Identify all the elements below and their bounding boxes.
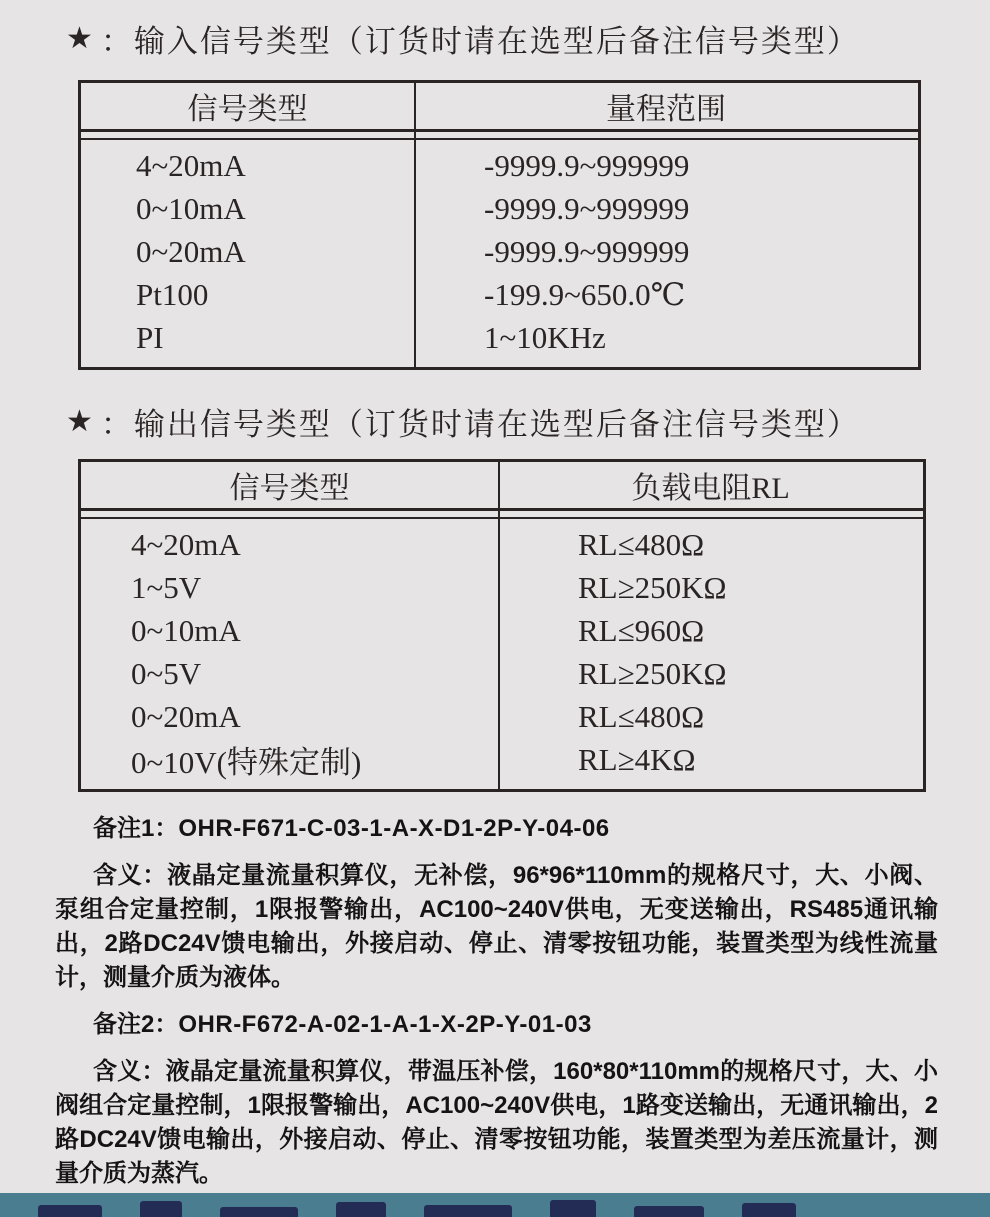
table-row	[81, 695, 923, 738]
table-row	[81, 566, 923, 609]
input-table-body	[81, 140, 918, 367]
remarks-section	[55, 812, 938, 1191]
signal-type-cell: 0~10mA	[136, 190, 246, 226]
output-signal-heading-text: 输出信号类型（订货时请在选型后备注信号类型）	[133, 406, 860, 442]
table-row	[81, 738, 923, 781]
range-cell: -9999.9~999999	[484, 233, 690, 269]
output-signal-table	[78, 459, 926, 792]
load-resistance-cell: RL≥250KΩ	[578, 655, 727, 691]
banner-glyph-fragment	[742, 1203, 796, 1217]
header-double-rule	[81, 132, 918, 140]
input-col-range-header: 量程范围	[606, 93, 726, 126]
load-resistance-cell: RL≤480Ω	[578, 698, 705, 734]
heading-colon: ：	[100, 406, 134, 442]
remark-2-model-code: OHR-F672-A-02-1-A-1-X-2P-Y-01-03	[178, 1011, 592, 1038]
remark-2-line	[55, 1008, 938, 1042]
load-resistance-cell: RL≥4KΩ	[578, 741, 696, 777]
input-signal-heading	[66, 16, 990, 60]
range-cell: 1~10KHz	[484, 319, 606, 355]
range-cell: -199.9~650.0℃	[484, 276, 686, 312]
signal-type-cell: 4~20mA	[131, 526, 241, 562]
output-table-header-row	[81, 462, 923, 511]
heading-colon: ：	[100, 23, 134, 59]
star-icon: ★	[66, 20, 95, 56]
table-row	[81, 273, 918, 316]
signal-type-cell: 1~5V	[131, 569, 202, 605]
range-cell: -9999.9~999999	[484, 147, 690, 183]
remark-1-label: 备注1：	[93, 815, 179, 842]
banner-glyph-fragment	[424, 1205, 512, 1217]
load-resistance-cell: RL≤960Ω	[578, 612, 705, 648]
table-row	[81, 523, 923, 566]
input-col-signal-type-header: 信号类型	[187, 93, 308, 126]
table-row	[81, 144, 918, 187]
signal-type-cell: 0~5V	[131, 655, 202, 691]
remark-1-line	[55, 812, 938, 846]
table-row	[81, 187, 918, 230]
star-icon: ★	[66, 403, 95, 439]
bottom-banner-cutoff	[0, 1193, 990, 1217]
remark-2-label: 备注2：	[93, 1011, 179, 1038]
signal-type-cell: PI	[136, 319, 164, 355]
signal-type-cell: 4~20mA	[136, 147, 246, 183]
table-row	[81, 609, 923, 652]
banner-glyph-fragment	[634, 1206, 704, 1217]
signal-type-cell: 0~20mA	[131, 698, 241, 734]
remark-2-meaning: 含义：液晶定量流量积算仪，带温压补偿，160*80*110mm的规格尺寸，大、小阀组合定量控制，1限报警输出，AC100~240V供电，1路变送输出，无通讯输出，2路DC24V馈电输出，外接启动、停止、清零按钮功能，装置类型为差压流量计，测量介质为蒸汽。	[55, 1058, 938, 1187]
input-table-header-row	[81, 83, 918, 132]
table-row	[81, 652, 923, 695]
table-row	[81, 316, 918, 359]
header-double-rule	[81, 511, 923, 519]
banner-glyph-fragment	[336, 1202, 386, 1217]
banner-glyph-fragment	[140, 1201, 182, 1217]
input-signal-heading-text: 输入信号类型（订货时请在选型后备注信号类型）	[133, 23, 860, 59]
output-col-signal-type-header: 信号类型	[229, 472, 350, 505]
output-signal-heading	[66, 399, 990, 443]
banner-glyph-fragment	[38, 1205, 102, 1217]
output-col-load-resistance-header: 负载电阻RL	[631, 472, 790, 505]
load-resistance-cell: RL≤480Ω	[578, 526, 705, 562]
load-resistance-cell: RL≥250KΩ	[578, 569, 727, 605]
banner-glyph-fragment	[550, 1200, 596, 1217]
signal-type-cell: 0~20mA	[136, 233, 246, 269]
column-divider	[414, 83, 416, 367]
signal-type-cell: 0~10V(特殊定制)	[131, 745, 362, 780]
input-signal-table	[78, 80, 921, 370]
range-cell: -9999.9~999999	[484, 190, 690, 226]
column-divider	[498, 462, 500, 789]
banner-glyph-fragment	[220, 1207, 298, 1217]
remark-1-meaning: 含义：液晶定量流量积算仪，无补偿，96*96*110mm的规格尺寸，大、小阀、泵组合定量控制，1限报警输出，AC100~240V供电，无变送输出，RS485通讯输出，2路DC24V馈电输出，外接启动、停止、清零按钮功能，装置类型为线性流量计，测量介质为液体。	[55, 862, 938, 991]
table-row	[81, 230, 918, 273]
signal-type-cell: 0~10mA	[131, 612, 241, 648]
signal-type-cell: Pt100	[136, 276, 209, 312]
output-table-body	[81, 519, 923, 789]
remark-1-model-code: OHR-F671-C-03-1-A-X-D1-2P-Y-04-06	[178, 815, 610, 842]
